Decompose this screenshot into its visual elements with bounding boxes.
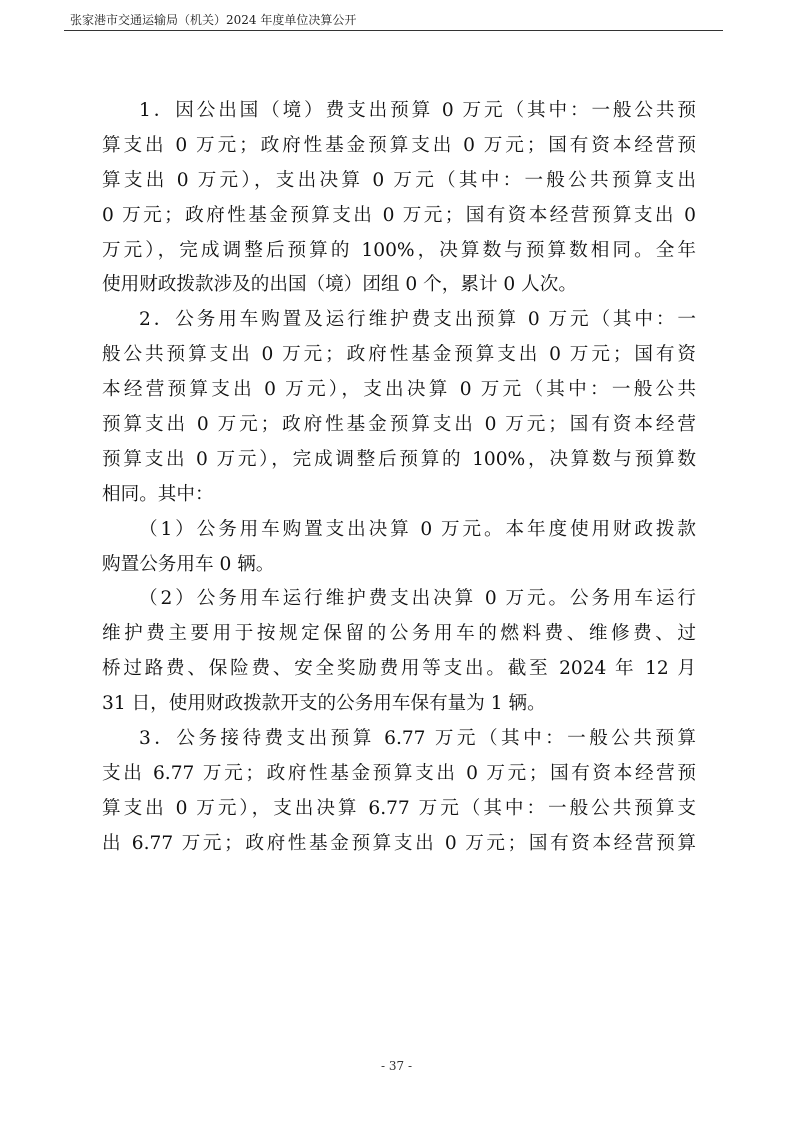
text-line: （1）公务用车购置支出决算 0 万元。本年度使用财政拨款	[139, 518, 696, 540]
text-line: （2）公务用车运行维护费支出决算 0 万元。公务用车运行	[139, 588, 696, 610]
paragraph-outbound-travel	[102, 94, 696, 303]
document-header: 张家港市交通运输局（机关）2024 年度单位决算公开	[70, 13, 357, 27]
paragraph-vehicle-expenses	[102, 303, 696, 512]
text-line: 算支出 0 万元；政府性基金预算支出 0 万元；国有资本经营预	[102, 134, 696, 156]
paragraph-vehicle-maintenance	[102, 582, 696, 722]
text-line: 支出 6.77 万元；政府性基金预算支出 0 万元；国有资本经营预	[102, 762, 696, 784]
document-body	[102, 94, 696, 862]
text-line: 相同。其中：	[102, 483, 214, 505]
text-line: 3．公务接待费支出预算 6.77 万元（其中：一般公共预算	[139, 728, 696, 750]
text-line: 预算支出 0 万元；政府性基金预算支出 0 万元；国有资本经营	[102, 414, 696, 436]
text-line: 0 万元；政府性基金预算支出 0 万元；国有资本经营预算支出 0	[102, 204, 696, 226]
text-line: 算支出 0 万元），支出决算 0 万元（其中：一般公共预算支出	[102, 169, 696, 191]
text-line: 31 日，使用财政拨款开支的公务用车保有量为 1 辆。	[102, 693, 546, 715]
header-divider	[64, 30, 723, 31]
text-line: 算支出 0 万元），支出决算 6.77 万元（其中：一般公共预算支	[102, 797, 696, 819]
text-line: 桥过路费、保险费、安全奖励费用等支出。截至 2024 年 12 月	[102, 658, 696, 680]
text-line: 2．公务用车购置及运行维护费支出预算 0 万元（其中：一	[139, 309, 696, 331]
text-line: 出 6.77 万元；政府性基金预算支出 0 万元；国有资本经营预算	[102, 832, 696, 854]
page-number: - 37 -	[380, 1059, 412, 1073]
text-line: 1．因公出国（境）费支出预算 0 万元（其中：一般公共预	[139, 100, 696, 121]
text-line: 使用财政拨款涉及的出国（境）团组 0 个，累计 0 人次。	[102, 274, 577, 296]
text-line: 般公共预算支出 0 万元；政府性基金预算支出 0 万元；国有资	[102, 344, 696, 366]
text-line: 购置公务用车 0 辆。	[102, 553, 275, 575]
paragraph-vehicle-purchase	[102, 513, 696, 583]
paragraph-reception-expenses	[102, 722, 696, 862]
text-line: 本经营预算支出 0 万元），支出决算 0 万元（其中：一般公共	[102, 379, 696, 401]
text-line: 万元），完成调整后预算的 100%，决算数与预算数相同。全年	[102, 239, 696, 261]
text-line: 预算支出 0 万元），完成调整后预算的 100%，决算数与预算数	[102, 448, 696, 470]
text-line: 维护费主要用于按规定保留的公务用车的燃料费、维修费、过	[102, 623, 696, 645]
